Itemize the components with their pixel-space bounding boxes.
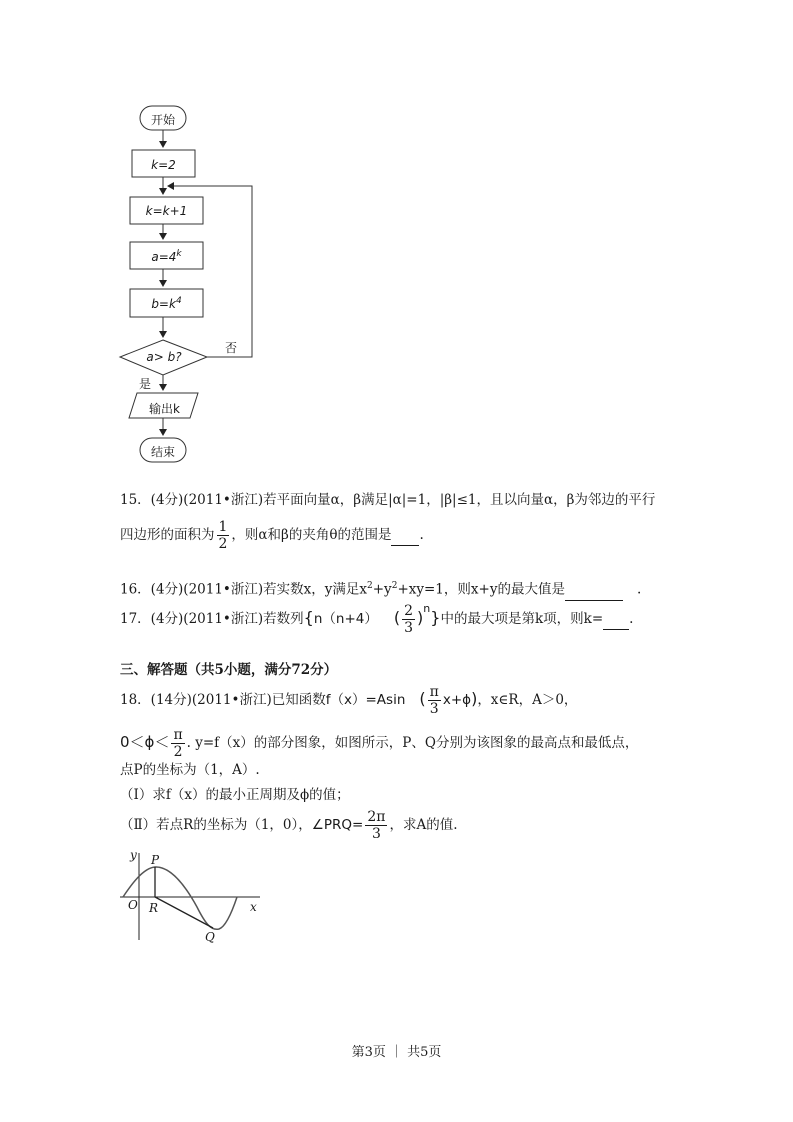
- sine-curve: [123, 867, 237, 929]
- assign-b-label: $b=k^4$: [151, 296, 182, 311]
- q18-line3: 点P的坐标为（1，A）.: [120, 762, 260, 778]
- graph-x-label: x: [250, 900, 257, 914]
- graph-y-label: y: [130, 848, 137, 862]
- graph-p-label: P: [151, 853, 160, 867]
- q18-line2: 0＜ϕ＜ $\frac{\pi}{2}$ . y=f（x）的部分图象，如图所示，P、Q分别为该图象的最高点和最低点，: [120, 727, 639, 760]
- segment-rq: [155, 897, 213, 928]
- q15-line2: 四边形的面积为 $\frac{1}{2}$ ，则α和β的夹角θ的范围是 .: [120, 519, 424, 552]
- graph-r-label: R: [149, 901, 159, 915]
- output-label: 输出k: [149, 402, 180, 416]
- page-footer: 第3页 ｜ 共5页: [351, 1045, 442, 1060]
- no-label: 否: [225, 341, 238, 355]
- assign-a-label: $a=4^k$: [151, 249, 182, 264]
- q18-line1: 18．(14分)(2011•浙江)已知函数f（x）=Asin ( $\frac{\pi}{3}$ x+ϕ)，x∈R，A＞0，: [120, 684, 578, 717]
- condition-label: a> b?: [146, 350, 182, 364]
- graph-origin-label: O: [128, 898, 138, 912]
- q18-part1: （Ⅰ）求f（x）的最小正周期及ϕ的值；: [120, 787, 350, 803]
- q17-answer-blank: [603, 609, 629, 630]
- q15-answer-blank: [391, 525, 419, 546]
- init-label: k=2: [151, 158, 176, 172]
- q15-line1: 15．(4分)(2011•浙江)若平面向量α，β满足|α|=1，|β|≤1，且以向量α，β为邻边的平行: [120, 492, 656, 508]
- section3-title: 三、解答题（共5小题，满分72分）: [120, 662, 338, 678]
- q17-line: 17．(4分)(2011•浙江)若数列{n（n+4） ( $\frac{2}{3}$ )$^n$}中的最大项是第k项，则k= .: [120, 601, 634, 636]
- q18-part2: （Ⅱ）若点R的坐标为（1，0），∠PRQ= $\frac{2\pi}{3}$ ，求A的值.: [120, 809, 458, 842]
- end-label: 结束: [150, 445, 175, 459]
- sine-graph: [115, 845, 270, 945]
- graph-q-label: Q: [205, 930, 215, 944]
- q16-answer-blank: [565, 580, 623, 601]
- yes-label: 是: [139, 377, 152, 391]
- q16-line: 16．(4分)(2011•浙江)若实数x，y满足$x^2+y^2+xy=1$，则x+y的最大值是 .: [120, 576, 641, 601]
- start-label: 开始: [150, 113, 175, 127]
- step-label: k=k+1: [145, 204, 188, 218]
